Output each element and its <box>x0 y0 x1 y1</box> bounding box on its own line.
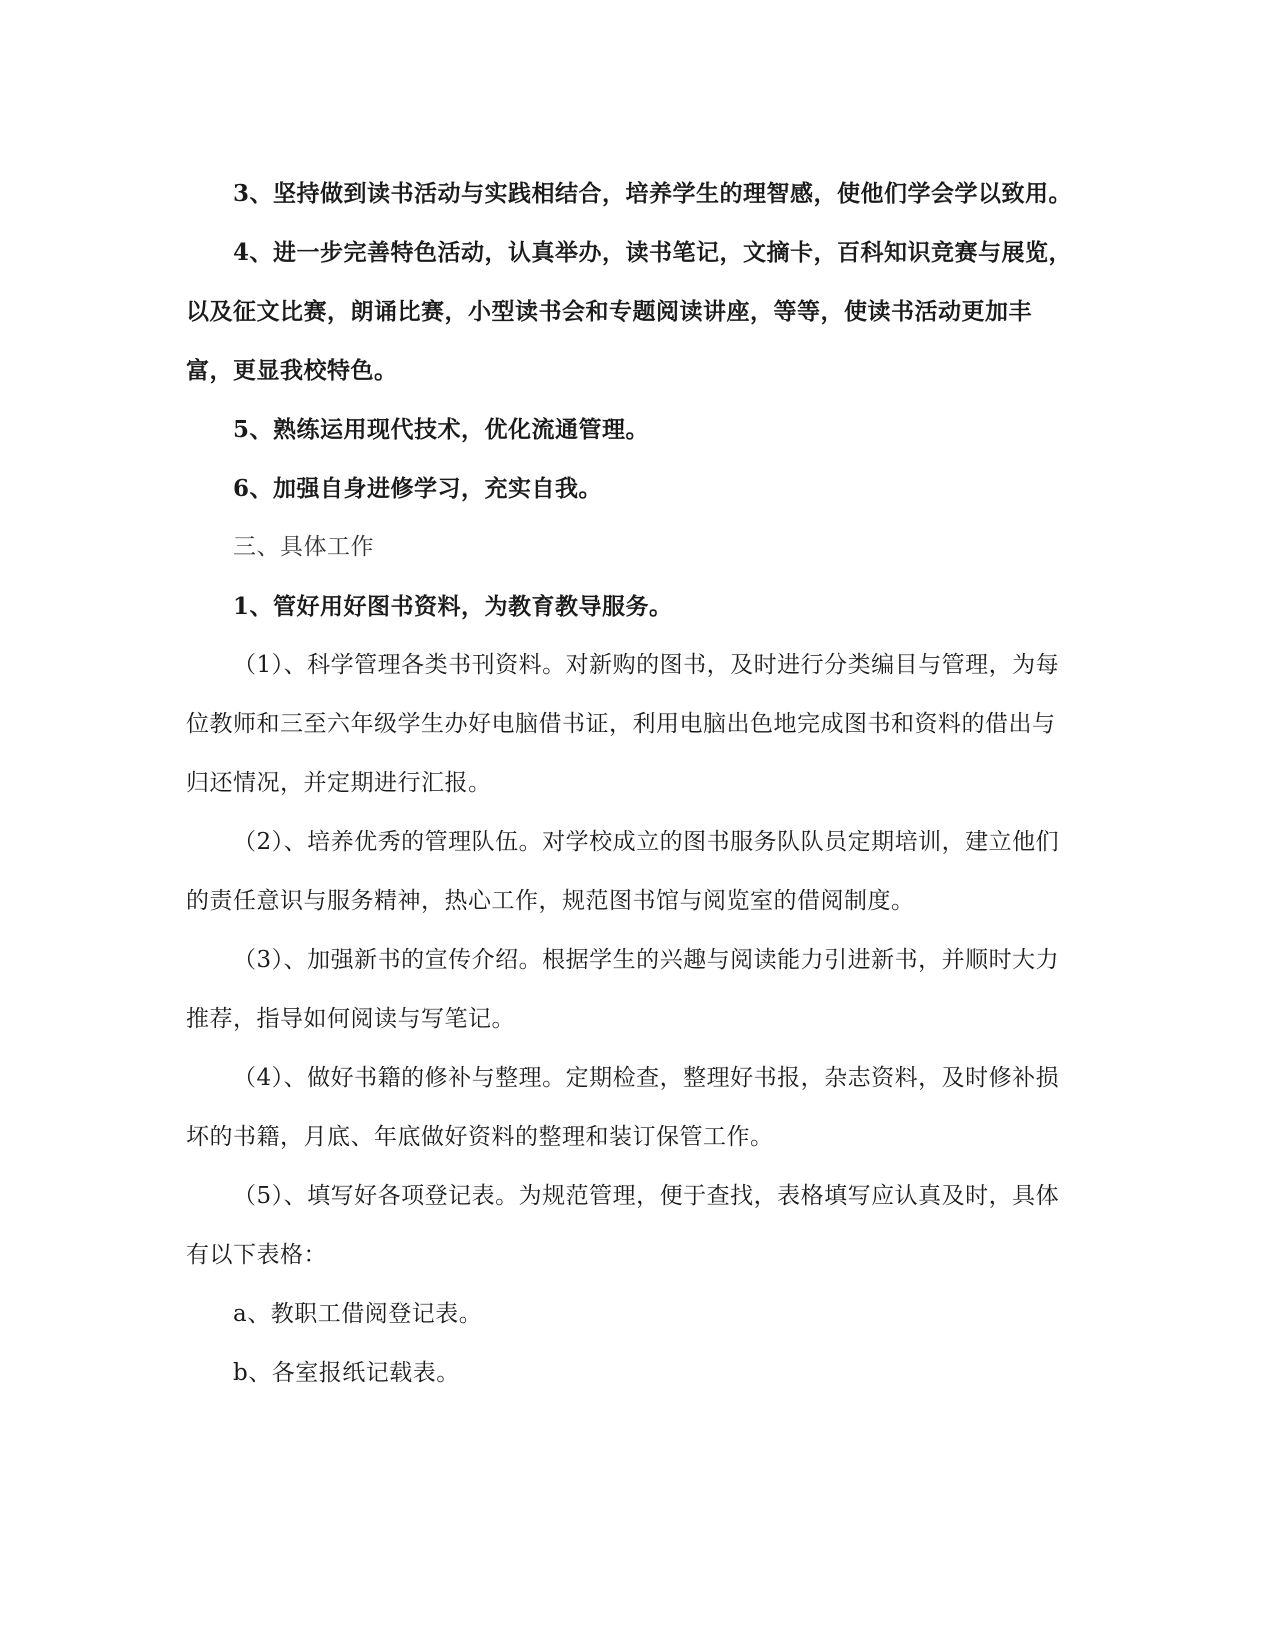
section-heading: 三、具体工作 <box>233 534 374 560</box>
paragraph-item-1: （1）、科学管理各类书刊资料。对新购的图书，及时进行分类编目与管理，为每位教师和三至六年级学生办好电脑借书证，利用电脑出色地完成图书和资料的借出与归还情况，并定期进行汇报。 <box>186 652 1060 796</box>
paragraph-goal-5: 5、熟练运用现代技术，优化流通管理。 <box>233 416 650 443</box>
paragraph-item-4: （4）、做好书籍的修补与整理。定期检查，整理好书报，杂志资料，及时修补损坏的书籍，月底、年底做好资料的整理和装订保管工作。 <box>186 1065 1060 1150</box>
paragraph-goal-3: 3、坚持做到读书活动与实践相结合，培养学生的理智感，使他们学会学以致用。 <box>233 180 1073 207</box>
paragraph-item-5: （5）、填写好各项登记表。为规范管理，便于查找，表格填写应认真及时，具体有以下表格： <box>186 1183 1060 1268</box>
paragraph-item-2: （2）、培养优秀的管理队伍。对学校成立的图书服务队队员定期培训，建立他们的责任意识与服务精神，热心工作，规范图书馆与阅览室的借阅制度。 <box>186 829 1060 914</box>
paragraph-item-3: （3）、加强新书的宣传介绍。根据学生的兴趣与阅读能力引进新书，并顺时大力推荐，指导如何阅读与写笔记。 <box>186 947 1060 1032</box>
list-item-b: b、各室报纸记载表。 <box>233 1360 460 1386</box>
paragraph-goal-6: 6、加强自身进修学习，充实自我。 <box>233 475 603 502</box>
list-item-a: a、教职工借阅登记表。 <box>233 1301 483 1327</box>
subsection-heading: 1、管好用好图书资料，为教育教导服务。 <box>233 593 673 620</box>
document-body <box>186 164 1076 1403</box>
paragraph-goal-4: 4、进一步完善特色活动，认真举办，读书笔记，文摘卡，百科知识竞赛与展览，以及征文比赛，朗诵比赛，小型读书会和专题阅读讲座，等等，使读书活动更加丰富，更显我校特色。 <box>186 239 1073 384</box>
